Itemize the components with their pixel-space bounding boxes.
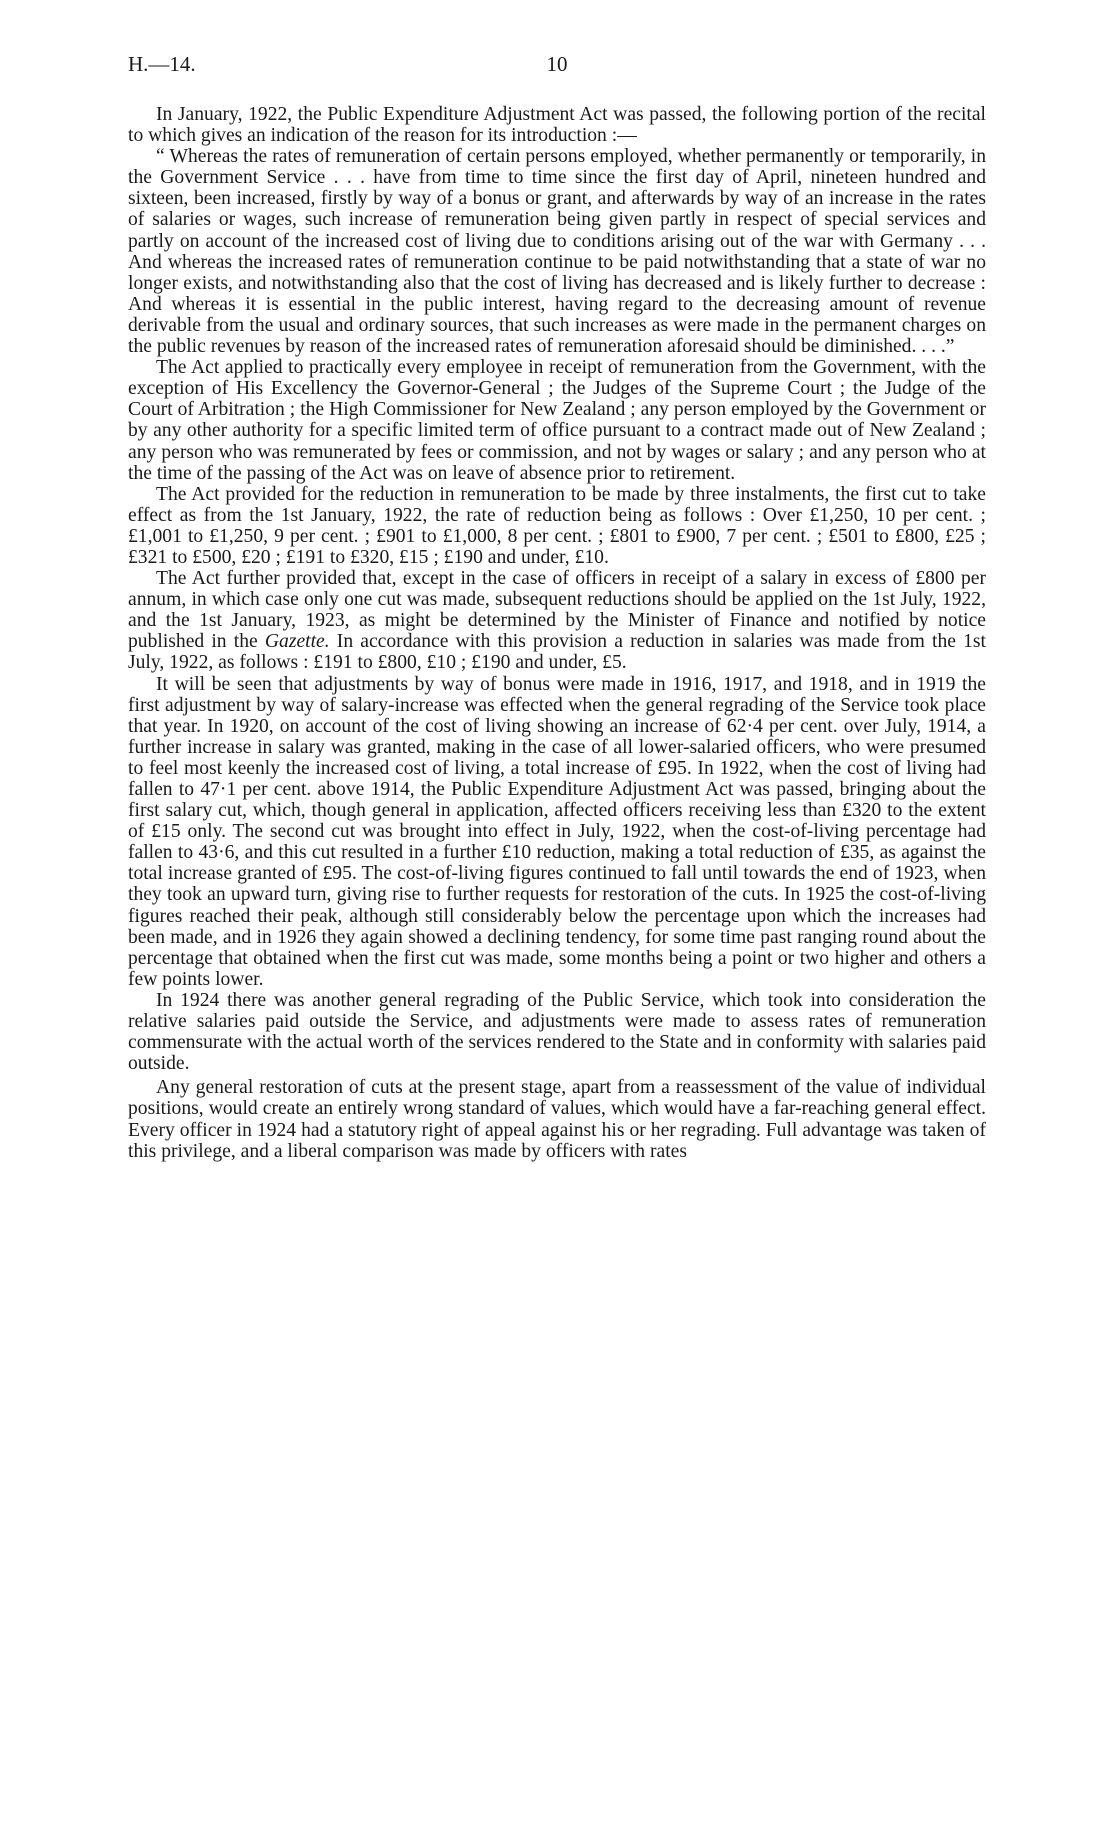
paragraph-1924-regrading: In 1924 there was another general regrading of the Public Service, which took into consideration the relative salaries paid outside the Service, and adjustments were made to assess rates of remuneration commensurate with the actual worth of the services rendered to the State and in conformity with salaries paid outside.: [128, 989, 986, 1075]
paragraph-adjustments-history: It will be seen that adjustments by way of bonus were made in 1916, 1917, and 1918, and in 1919 the first adjustment by way of salary-increase was effected when the general regrading of the Service took place that year. In 1920, on account of the cost of living showing an increase of 62·4 per cent. over July, 1914, a further increase in salary was granted, making in the case of all lower-salaried officers, who were presumed to feel most keenly the increased cost of living, a total increase of £95. In 1922, when the cost of living had fallen to 47·1 per cent. above 1914, the Public Expenditure Adjustment Act was passed, bringing about the first salary cut, which, though general in application, affected officers receiving less than £320 to the extent of £15 only. The second cut was brought into effect in July, 1922, when the cost-of-living percentage had fallen to 43·6, and this cut resulted in a further £10 reduction, making a total reduction of £35, as against the total increase granted of £95. The cost-of-living figures continued to fall until towards the end of 1923, when they took an upward turn, giving rise to further requests for restoration of the cuts. In 1925 the cost-of-living figures reached their peak, although still considerably below the percentage upon which the increases had been made, and in 1926 they again showed a declining tendency, for some time past ranging round about the percentage that obtained when the first cut was made, some months being a point or two higher and others a few points lower.: [128, 673, 986, 990]
page-header: [128, 52, 986, 82]
paragraph-act-application: The Act applied to practically every employee in receipt of remuneration from the Government, with the exception of His Excellency the Governor-General ; the Judges of the Supreme Court ; the Judge of the Court of Arbitration ; the High Commissioner for New Zealand ; any person employed by the Government or by any other authority for a specific limited term of office pursuant to a contract made out of New Zealand ; any person who was remunerated by fees or commission, and not by wages or salary ; and any person who at the time of the passing of the Act was on leave of absence prior to retirement.: [128, 357, 986, 484]
body-text: [128, 104, 986, 1162]
paragraph-reduction-rates: The Act provided for the reduction in remuneration to be made by three instalments, the first cut to take effect as from the 1st January, 1922, the rate of reduction being as follows : Over £1,250, 10 per cent. ; £1,001 to £1,250, 9 per cent. ; £901 to £1,000, 8 per cent. ; £801 to £900, 7 per cent. ; £501 to £800, £25 ; £321 to £500, £20 ; £191 to £320, £15 ; £190 and under, £10.: [128, 483, 986, 568]
page-number: 10: [546, 52, 568, 76]
document-reference: H.—14.: [128, 52, 196, 76]
paragraph-recital-quote: “ Whereas the rates of remuneration of certain persons employed, whether permanently or temporarily, in the Government Service . . . have from time to time since the first day of April, nineteen hundred and sixteen, been increased, firstly by way of a bonus or grant, and afterwards by way of an increase in the rates of salaries or wages, such increase of remuneration being given partly in respect of special services and partly on account of the increased cost of living due to conditions arising out of the war with Germany . . . And whereas the increased rates of remuneration continue to be paid notwithstanding that a state of war no longer exists, and notwithstanding also that the cost of living has decreased and is likely further to decrease : And whereas it is essential in the public interest, having regard to the decreasing amount of revenue derivable from the usual and ordinary sources, that such increases as were made in the permanent charges on the public revenues by reason of the increased rates of remuneration aforesaid should be diminished. . . .”: [128, 146, 986, 358]
paragraph-restoration-of-cuts: Any general restoration of cuts at the present stage, apart from a reassessment of the value of individual positions, would create an entirely wrong standard of values, which would have a far-reaching general effect. Every officer in 1924 had a statutory right of appeal against his or her regrading. Full advantage was taken of this privilege, and a liberal comparison was made by officers with rates: [128, 1077, 986, 1162]
gazette-italic: Gazette.: [264, 631, 330, 653]
paragraph-further-provisions-part1: The Act further provided that, except in the case of officers in receipt of a salary in excess of £800 per annum, in which case only one cut was made, subsequent reductions should be applied on the 1st July, 1922, and the 1st January, 1923, as might be determined by the Minister of Finance and notified by notice published in the: [128, 568, 986, 653]
paragraph-further-provisions-part2: In accordance with this provision a reduction in salaries was made from the 1st July, 1922, as follows : £191 to £800, £10 ; £190 and under, £5.: [128, 631, 986, 674]
paragraph-intro: In January, 1922, the Public Expenditure Adjustment Act was passed, the following portion of the recital to which gives an indication of the reason for its introduction :—: [128, 104, 986, 147]
paragraph-further-provisions: [128, 568, 986, 673]
